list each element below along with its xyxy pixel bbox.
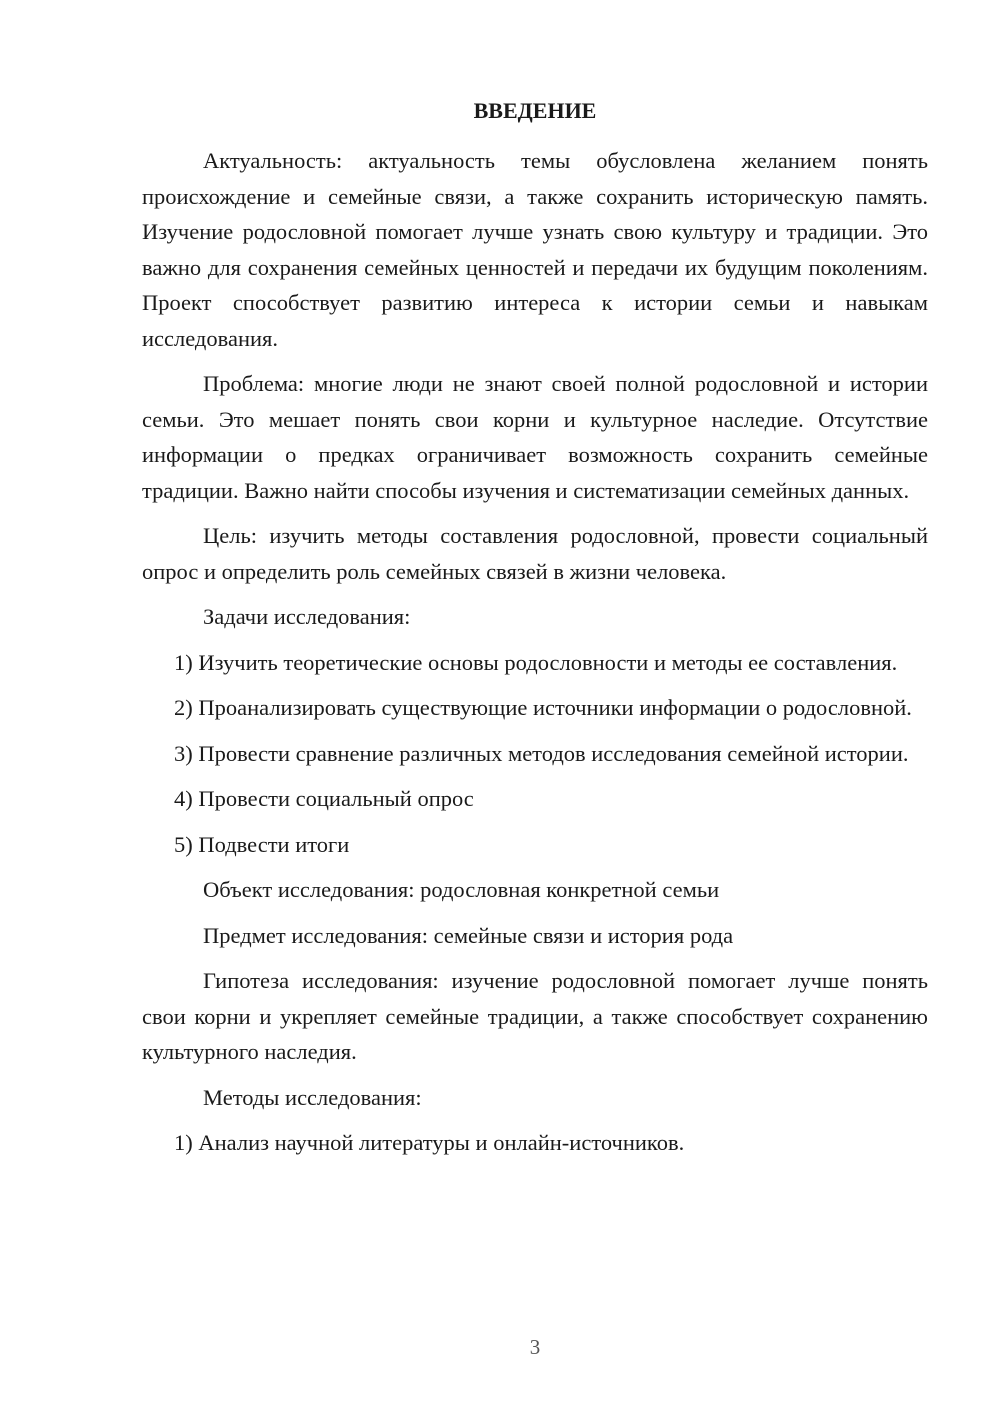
section-title: ВВЕДЕНИЕ bbox=[473, 98, 597, 123]
task-item-1: 1) Изучить теоретические основы родословности и методы ее составления. bbox=[174, 649, 898, 675]
document-body bbox=[142, 143, 928, 1161]
tasks-heading: Задачи исследования: bbox=[203, 604, 411, 629]
task-item-2: 2) Проанализировать существующие источники информации о родословной. bbox=[174, 695, 912, 720]
task-item-3: 3) Провести сравнение различных методов исследования семейной истории. bbox=[174, 740, 909, 766]
paragraph-relevance: Актуальность: актуальность темы обусловлена желанием понять происхождение и семейные связи, а также сохранить историческую память. Изучение родословной помогает лучше узнать свою культуру и традиции. Это важно для сохранения семейных ценностей и передачи их будущим поколениям. Проект способствует развитию интереса к истории семьи и навыкам исследования. bbox=[142, 148, 928, 351]
paragraph-hypothesis: Гипотеза исследования: изучение родословной помогает лучше понять свои корни и укрепляет семейные традиции, а также способствует сохранению культурного наследия. bbox=[142, 968, 928, 1064]
task-item-4: 4) Провести социальный опрос bbox=[174, 786, 474, 811]
document-page bbox=[142, 0, 928, 1414]
task-item-5: 5) Подвести итоги bbox=[174, 831, 350, 857]
paragraph-goal: Цель: изучить методы составления родословной, провести социальный опрос и определить роль семейных связей в жизни человека. bbox=[142, 523, 928, 584]
method-item-1: 1) Анализ научной литературы и онлайн-источников. bbox=[174, 1130, 685, 1155]
paragraph-object: Объект исследования: родословная конкретной семьи bbox=[203, 877, 720, 902]
paragraph-subject: Предмет исследования: семейные связи и история рода bbox=[203, 922, 734, 948]
paragraph-problem: Проблема: многие люди не знают своей полной родословной и истории семьи. Это мешает понять свои корни и культурное наследие. Отсутствие информации о предках ограничивает возможность сохранить семейные традиции. Важно найти способы изучения и систематизации семейных данных. bbox=[142, 371, 928, 503]
page-number: 3 bbox=[529, 1335, 541, 1359]
methods-heading: Методы исследования: bbox=[203, 1084, 422, 1110]
